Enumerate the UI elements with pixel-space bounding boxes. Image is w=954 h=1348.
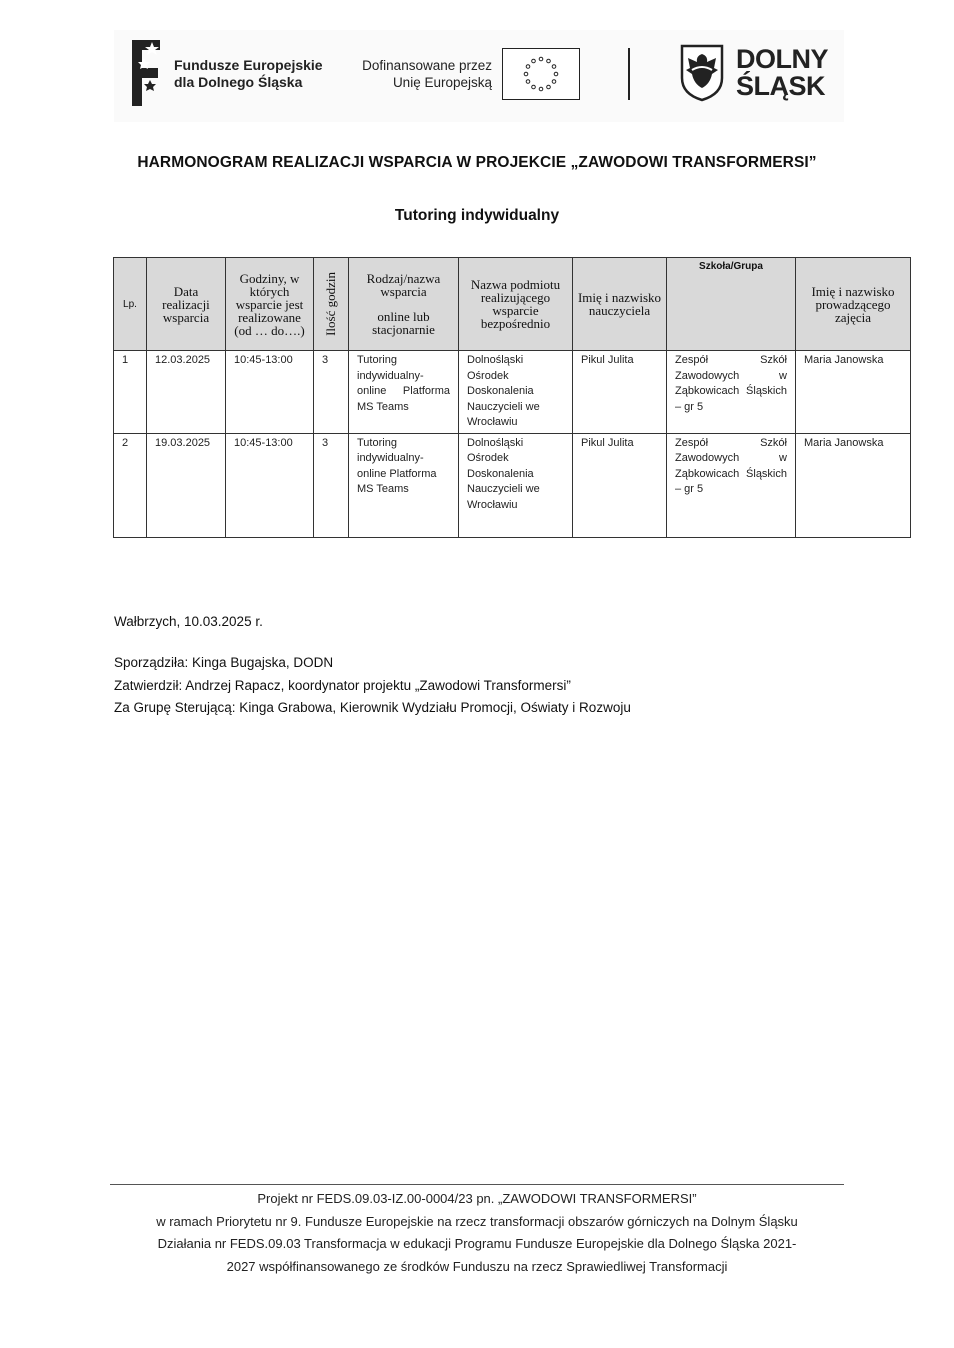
cell-type: Tutoring indywidualny- online Platforma MS Teams bbox=[349, 433, 459, 537]
footer-divider bbox=[110, 1184, 844, 1185]
steering-group: Za Grupę Sterującą: Kinga Grabowa, Kierownik Wydziału Promocji, Oświaty i Rozwoju bbox=[114, 700, 631, 715]
schedule-table bbox=[113, 257, 911, 538]
fe-logo-line2: dla Dolnego Śląska bbox=[174, 74, 303, 90]
place-date: Wałbrzych, 10.03.2025 r. bbox=[114, 614, 263, 629]
document-subtitle: Tutoring indywidualny bbox=[394, 207, 560, 224]
cell-teacher: Pikul Julita bbox=[573, 351, 667, 434]
header-type bbox=[349, 258, 459, 351]
dolny-slask-crest-icon bbox=[680, 44, 724, 102]
header-entity: Nazwa podmiotu realizującego wsparcie bezpośrednio bbox=[459, 258, 573, 351]
cell-entity: Dolnośląski Ośrodek Doskonalenia Nauczycieli we Wrocławiu bbox=[459, 433, 573, 537]
cell-school: Zespół Szkół Zawodowych w Ząbkowicach Śląskich – gr 5 bbox=[667, 433, 796, 537]
table-row bbox=[114, 433, 911, 537]
cell-lp: 2 bbox=[114, 433, 147, 537]
fe-logo-text bbox=[174, 57, 323, 91]
header-hours: Godziny, w których wsparcie jest realizowane (od … do….) bbox=[226, 258, 314, 351]
logo-bar bbox=[114, 30, 844, 122]
table-header-row bbox=[114, 258, 911, 351]
cell-entity: Dolnośląski Ośrodek Doskonalenia Nauczycieli we Wrocławiu bbox=[459, 351, 573, 434]
prepared-by: Sporządziła: Kinga Bugajska, DODN bbox=[114, 655, 334, 670]
cell-hours: 10:45-13:00 bbox=[226, 351, 314, 434]
cofinanced-line2: Unię Europejską bbox=[392, 75, 492, 90]
header-leader: Imię i nazwisko prowadzącego zajęcia bbox=[796, 258, 911, 351]
fe-logo-line1: Fundusze Europejskie bbox=[174, 57, 323, 73]
eu-flag-icon bbox=[502, 48, 580, 100]
header-type-line2: online lub stacjonarnie bbox=[372, 309, 435, 337]
table-row bbox=[114, 351, 911, 434]
cell-date: 19.03.2025 bbox=[147, 433, 226, 537]
header-count bbox=[314, 258, 349, 351]
cell-teacher: Pikul Julita bbox=[573, 433, 667, 537]
header-type-line1: Rodzaj/nazwa wsparcia bbox=[366, 271, 441, 299]
cell-count: 3 bbox=[314, 351, 349, 434]
header-teacher: Imię i nazwisko nauczyciela bbox=[573, 258, 667, 351]
footer-line3: Działania nr FEDS.09.03 Transformacja w edukacji Programu Fundusze Europejskie dla Dolnego Śląska 2021- bbox=[157, 1236, 797, 1251]
cell-hours: 10:45-13:00 bbox=[226, 433, 314, 537]
footer-line1: Projekt nr FEDS.09.03-IZ.00-0004/23 pn. „ZAWODOWI TRANSFORMERSI” bbox=[257, 1191, 697, 1206]
cell-date: 12.03.2025 bbox=[147, 351, 226, 434]
header-lp: Lp. bbox=[114, 258, 147, 351]
dolny-slask-logo-text bbox=[736, 46, 828, 100]
cofinanced-line1: Dofinansowane przez bbox=[362, 58, 492, 73]
cofinanced-text bbox=[348, 57, 492, 91]
cell-leader: Maria Janowska bbox=[796, 433, 911, 537]
ds-line1: DOLNY bbox=[736, 44, 828, 74]
cell-leader: Maria Janowska bbox=[796, 351, 911, 434]
signature-block bbox=[114, 652, 631, 720]
header-date: Data realizacji wsparcia bbox=[147, 258, 226, 351]
cell-type: Tutoring indywidualny- online Platforma MS Teams bbox=[349, 351, 459, 434]
document-title: HARMONOGRAM REALIZACJI WSPARCIA W PROJEKCIE „ZAWODOWI TRANSFORMERSI” bbox=[137, 154, 817, 171]
cell-school: Zespół Szkół Zawodowych w Ząbkowicach Śląskich – gr 5 bbox=[667, 351, 796, 434]
header-school: Szkoła/Grupa bbox=[667, 258, 796, 351]
approved-by: Zatwierdził: Andrzej Rapacz, koordynator projektu „Zawodowi Transformersi” bbox=[114, 677, 571, 693]
footer bbox=[100, 1188, 854, 1278]
footer-line4: 2027 współfinansowanego ze środków Funduszu na rzecz Sprawiedliwej Transformacji bbox=[226, 1258, 728, 1274]
header-count-label: Ilość godzin bbox=[323, 272, 338, 336]
cell-count: 3 bbox=[314, 433, 349, 537]
cell-lp: 1 bbox=[114, 351, 147, 434]
fundusze-europejskie-logo-icon bbox=[128, 40, 164, 106]
ds-line2: ŚLĄSK bbox=[736, 71, 826, 101]
footer-line2: w ramach Priorytetu nr 9. Fundusze Europejskie na rzecz transformacji obszarów górniczych na Dolnym Śląsku bbox=[156, 1213, 798, 1229]
logo-separator bbox=[628, 48, 630, 100]
